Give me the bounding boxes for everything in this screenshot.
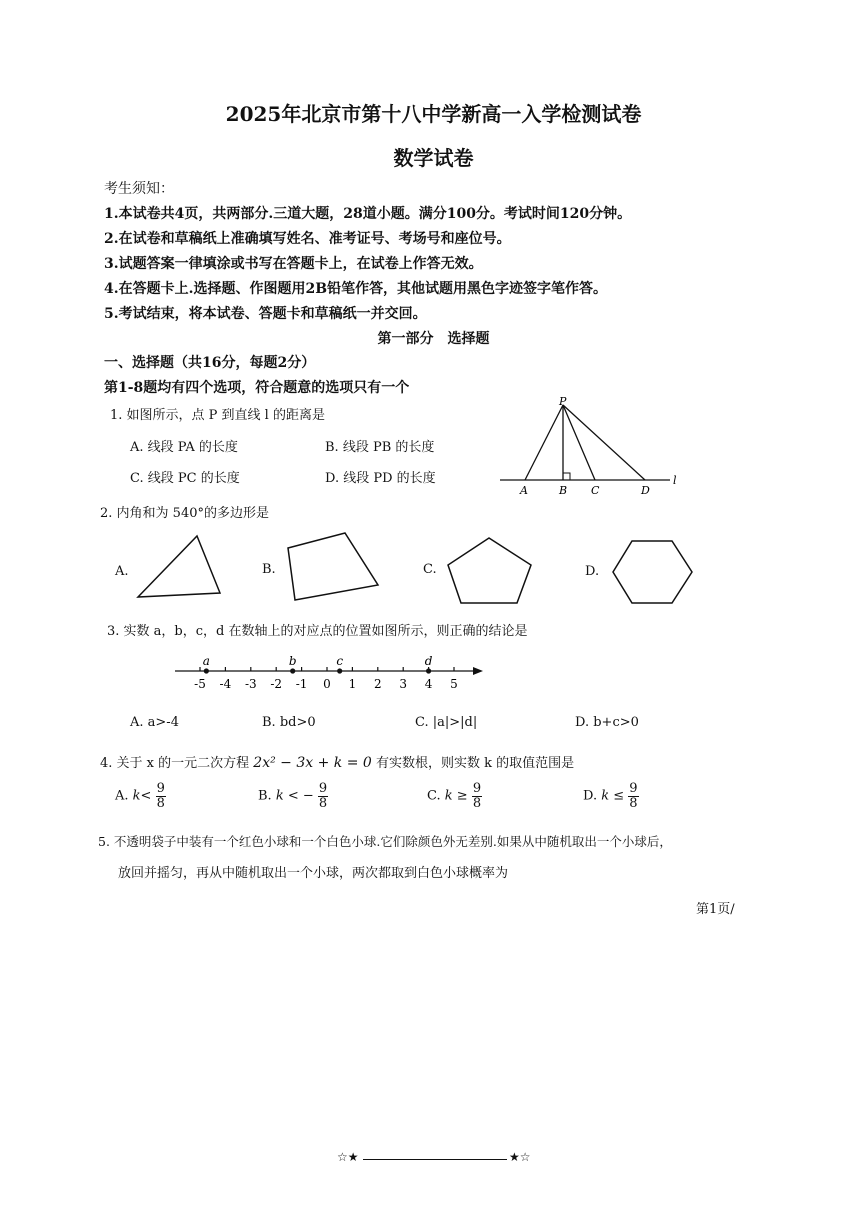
q2-stem: 2. 内角和为 540°的多边形是 xyxy=(100,506,269,521)
number-line-tick-label: -1 xyxy=(295,677,308,691)
number-line-tick-label: -5 xyxy=(194,677,206,691)
q1-figure xyxy=(495,395,695,500)
q1-option-b: B. 线段 PB 的长度 xyxy=(325,440,435,455)
part-title: 第一部分 选择题 xyxy=(377,331,490,347)
section-intro: 第1-8题均有四个选项，符合题意的选项只有一个 xyxy=(104,380,410,396)
q4-option-b-rel: k < − xyxy=(275,788,314,804)
q1-option-d: D. 线段 PD 的长度 xyxy=(325,471,436,486)
notice-item-4: 4.在答题卡上.选择题、作图题用2B铅笔作答，其他试题用黑色字迹签字笔作答。 xyxy=(104,281,608,297)
number-line-point-label: a xyxy=(202,654,210,668)
number-line-tick-label: 3 xyxy=(399,677,408,691)
page-number: 第1页/ xyxy=(696,902,735,917)
q4-option-c xyxy=(427,782,482,810)
number-line-tick-label: -2 xyxy=(270,677,283,691)
q5-line-1: 5. 不透明袋子中装有一个红色小球和一个白色小球.它们除颜色外无差别.如果从中随机取出一个小球后， xyxy=(98,834,672,849)
fraction-denominator: 8 xyxy=(156,795,165,811)
segment-pc xyxy=(563,405,595,480)
label-d: D xyxy=(641,484,650,497)
q4-option-a xyxy=(115,782,166,810)
label-c: C xyxy=(591,484,600,497)
q2-quadrilateral xyxy=(283,530,383,605)
number-line-tick-label: 2 xyxy=(373,677,382,691)
number-line-tick-label: -4 xyxy=(219,677,232,691)
fraction-denominator: 8 xyxy=(318,795,328,811)
q4-option-d-rel: k ≤ xyxy=(601,788,625,804)
number-line-tick-label: 1 xyxy=(348,677,357,691)
q2-option-a-label: A. xyxy=(115,564,129,579)
q1-stem: 1. 如图所示，点 P 到直线 l 的距离是 xyxy=(110,408,325,423)
fraction-denominator: 8 xyxy=(629,795,638,811)
q4-option-b xyxy=(258,782,328,810)
q4-option-c-label: C. xyxy=(427,788,441,804)
q2-pentagon xyxy=(445,535,535,607)
q4-option-a-label: A. xyxy=(115,788,129,804)
q2-option-d-label: D. xyxy=(585,564,600,579)
segment-pa xyxy=(525,405,563,480)
number-line-tick-label: -3 xyxy=(244,677,257,691)
fraction-numerator: 9 xyxy=(629,781,638,796)
label-l: l xyxy=(673,474,677,487)
number-line-point-b xyxy=(290,668,295,673)
q3-option-a: A. a>-4 xyxy=(130,715,179,730)
q2-option-c-label: C. xyxy=(423,562,437,577)
q3-option-b: B. bd>0 xyxy=(262,715,316,730)
stars-left-icon: ☆★ xyxy=(337,1150,359,1164)
q4-option-b-label: B. xyxy=(258,788,272,804)
q4-stem-prefix: 4. 关于 x 的一元二次方程 xyxy=(100,756,250,771)
q3-stem: 3. 实数 a，b，c，d 在数轴上的对应点的位置如图所示，则正确的结论是 xyxy=(107,624,528,639)
number-line-point-label: b xyxy=(288,654,297,668)
notice-item-3: 3.试题答案一律填涂或书写在答题卡上，在试卷上作答无效。 xyxy=(104,256,483,272)
q4-option-d-label: D. xyxy=(583,788,598,804)
q5-line-2: 放回并摇匀，再从中随机取出一个小球，两次都取到白色小球概率为 xyxy=(118,866,509,881)
stars-right-icon: ★☆ xyxy=(509,1150,531,1164)
notice-item-5: 5.考试结束，将本试卷、答题卡和草稿纸一并交回。 xyxy=(104,306,427,322)
q2-option-b-label: B. xyxy=(262,562,276,577)
q4-option-c-rel: k ≥ xyxy=(444,788,468,804)
fraction-numerator: 9 xyxy=(318,781,328,796)
notice-heading: 考生须知： xyxy=(104,181,174,197)
section-heading: 一、选择题（共16分，每题2分） xyxy=(104,355,316,371)
segment-pd xyxy=(563,405,645,480)
q3-number-line xyxy=(170,650,490,695)
page-subtitle: 数学试卷 xyxy=(393,146,474,170)
label-p: P xyxy=(559,395,567,408)
q4-option-d xyxy=(583,782,639,810)
label-a: A xyxy=(520,484,528,497)
number-line-tick-label: 4 xyxy=(424,677,433,691)
q3-option-c: C. |a|>|d| xyxy=(415,715,478,730)
number-line-point-c xyxy=(337,668,342,673)
footer-divider xyxy=(363,1159,507,1160)
number-line-arrow xyxy=(473,667,483,675)
number-line-point-label: d xyxy=(424,654,433,668)
q2-triangle xyxy=(135,533,225,603)
number-line-tick-label: 0 xyxy=(323,677,331,691)
label-b: B xyxy=(559,484,568,497)
number-line-point-d xyxy=(426,668,431,673)
number-line-tick-label: 5 xyxy=(450,677,458,691)
q4-option-c-fraction xyxy=(472,782,482,810)
q2-hexagon xyxy=(610,538,695,608)
number-line-point-a xyxy=(204,668,209,673)
fraction-numerator: 9 xyxy=(472,781,482,796)
right-angle-mark xyxy=(563,473,570,480)
number-line-point-label: c xyxy=(336,654,344,668)
q4-stem xyxy=(100,752,574,771)
q1-option-a: A. 线段 PA 的长度 xyxy=(130,440,238,455)
q4-equation: 2x² − 3x + k = 0 xyxy=(253,755,372,771)
q1-option-c: C. 线段 PC 的长度 xyxy=(130,471,240,486)
footer-ornament xyxy=(337,1150,533,1168)
fraction-numerator: 9 xyxy=(156,781,165,796)
q4-stem-suffix: 有实数根，则实数 k 的取值范围是 xyxy=(375,756,575,771)
q4-option-d-fraction xyxy=(628,782,638,810)
q4-option-a-fraction xyxy=(156,782,166,810)
notice-item-2: 2.在试卷和草稿纸上准确填写姓名、准考证号、考场号和座位号。 xyxy=(104,231,511,247)
fraction-denominator: 8 xyxy=(472,795,482,811)
page-title: 2025年北京市第十八中学新高一入学检测试卷 xyxy=(225,102,642,126)
q4-option-a-rel: k< xyxy=(132,788,152,804)
notice-item-1: 1.本试卷共4页，共两部分.三道大题，28道小题。满分100分。考试时间120分钟。 xyxy=(104,206,632,222)
q4-option-b-fraction xyxy=(318,782,328,810)
q3-option-d: D. b+c>0 xyxy=(575,715,639,730)
